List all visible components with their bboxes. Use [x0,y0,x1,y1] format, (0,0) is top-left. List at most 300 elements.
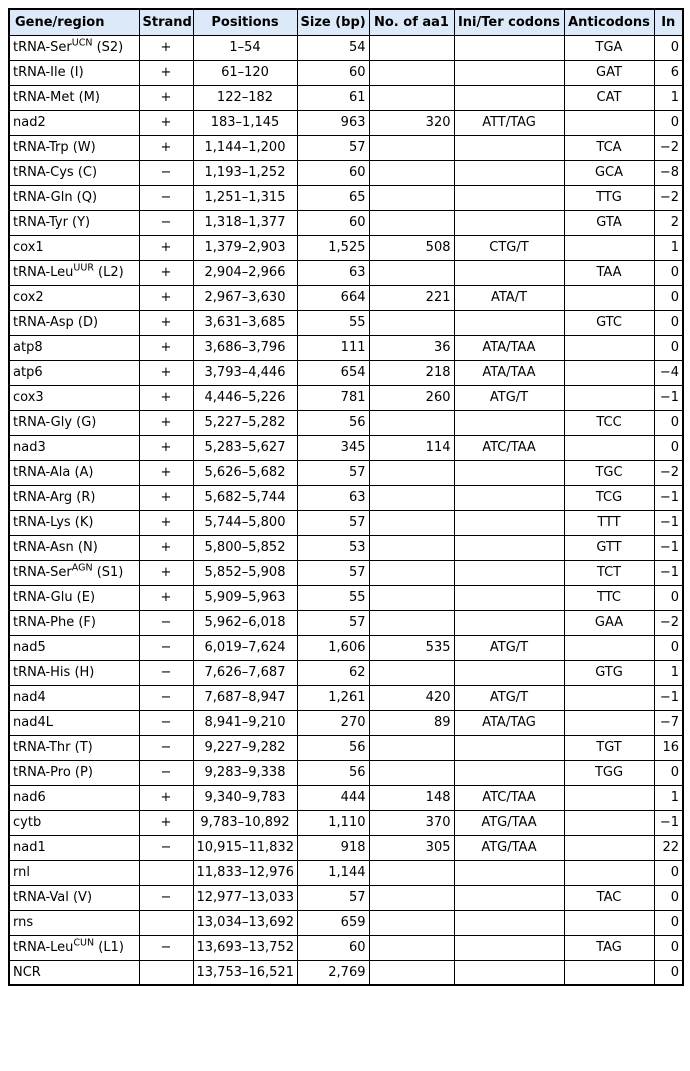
intergenic-cell: 2 [654,210,683,235]
aa-count-cell [369,185,454,210]
anticodon-cell [564,785,654,810]
ini-ter-codons-cell: ATG/TAA [454,810,564,835]
size-cell: 57 [297,610,369,635]
aa-count-cell: 148 [369,785,454,810]
aa-count-cell: 89 [369,710,454,735]
gene-cell: nad2 [9,110,139,135]
strand-cell: − [139,710,193,735]
strand-cell: + [139,110,193,135]
strand-cell: − [139,685,193,710]
intergenic-cell: −1 [654,385,683,410]
gene-cell: rnl [9,860,139,885]
intergenic-cell: 0 [654,285,683,310]
anticodon-cell [564,860,654,885]
aa-count-cell [369,510,454,535]
intergenic-cell: 1 [654,785,683,810]
ini-ter-codons-cell [454,910,564,935]
size-cell: 57 [297,135,369,160]
intergenic-cell: 0 [654,910,683,935]
gene-cell: tRNA-Leu$^{UUR}$ (L2) [9,260,139,285]
table-row [9,285,683,310]
gene-cell: tRNA-His (H) [9,660,139,685]
table-row [9,360,683,385]
positions-cell: 2,967–3,630 [193,285,297,310]
anticodon-cell [564,110,654,135]
anticodon-cell [564,685,654,710]
aa-count-cell: 221 [369,285,454,310]
ini-ter-codons-cell [454,585,564,610]
size-cell: 1,144 [297,860,369,885]
intergenic-cell: 1 [654,660,683,685]
intergenic-cell: 0 [654,310,683,335]
aa-count-cell: 218 [369,360,454,385]
intergenic-cell: 0 [654,760,683,785]
table-row [9,210,683,235]
gene-cell: tRNA-Cys (C) [9,160,139,185]
ini-ter-codons-cell [454,885,564,910]
table-row [9,810,683,835]
intergenic-cell: 0 [654,260,683,285]
anticodon-cell: TTG [564,185,654,210]
positions-cell: 5,852–5,908 [193,560,297,585]
aa-count-cell [369,260,454,285]
positions-cell: 13,693–13,752 [193,935,297,960]
table-row [9,635,683,660]
column-header-positions: Positions [193,9,297,35]
ini-ter-codons-cell [454,735,564,760]
gene-cell: nad5 [9,635,139,660]
table-row [9,60,683,85]
anticodon-cell [564,910,654,935]
ini-ter-codons-cell: ATC/TAA [454,785,564,810]
anticodon-cell: TCC [564,410,654,435]
anticodon-cell: TAA [564,260,654,285]
intergenic-cell: 0 [654,110,683,135]
table-row [9,335,683,360]
anticodon-cell: TGC [564,460,654,485]
gene-cell: nad4 [9,685,139,710]
size-cell: 963 [297,110,369,135]
anticodon-cell [564,435,654,460]
positions-cell: 5,283–5,627 [193,435,297,460]
size-cell: 654 [297,360,369,385]
strand-cell: + [139,485,193,510]
column-header-no-of-aa: No. of aa1 [369,9,454,35]
intergenic-cell: −7 [654,710,683,735]
ini-ter-codons-cell: ATA/TAA [454,360,564,385]
aa-count-cell [369,460,454,485]
positions-cell: 5,626–5,682 [193,460,297,485]
strand-cell: + [139,335,193,360]
ini-ter-codons-cell [454,410,564,435]
anticodon-cell: CAT [564,85,654,110]
size-cell: 56 [297,760,369,785]
column-header-gene-region: Gene/region [9,9,139,35]
gene-superscript: UCN [71,37,93,49]
positions-cell: 4,446–5,226 [193,385,297,410]
table-row [9,785,683,810]
gene-cell: tRNA-Ala (A) [9,460,139,485]
ini-ter-codons-cell: CTG/T [454,235,564,260]
table-row [9,460,683,485]
size-cell: 444 [297,785,369,810]
aa-count-cell [369,660,454,685]
gene-cell: nad1 [9,835,139,860]
anticodon-cell [564,835,654,860]
strand-cell: + [139,460,193,485]
gene-cell: tRNA-Trp (W) [9,135,139,160]
intergenic-cell: 0 [654,635,683,660]
positions-cell: 183–1,145 [193,110,297,135]
gene-cell: rns [9,910,139,935]
ini-ter-codons-cell [454,535,564,560]
table-row [9,710,683,735]
anticodon-cell [564,335,654,360]
aa-count-cell [369,210,454,235]
size-cell: 57 [297,460,369,485]
anticodon-cell: GTT [564,535,654,560]
size-cell: 60 [297,60,369,85]
gene-cell: tRNA-Gln (Q) [9,185,139,210]
positions-cell: 9,227–9,282 [193,735,297,760]
anticodon-cell: TAC [564,885,654,910]
anticodon-cell [564,810,654,835]
strand-cell: + [139,410,193,435]
size-cell: 62 [297,660,369,685]
size-cell: 918 [297,835,369,860]
positions-cell: 3,631–3,685 [193,310,297,335]
positions-cell: 1–54 [193,35,297,60]
aa-count-cell: 508 [369,235,454,260]
table-row [9,935,683,960]
size-cell: 2,769 [297,960,369,985]
anticodon-cell: TGG [564,760,654,785]
strand-cell [139,860,193,885]
aa-count-cell [369,310,454,335]
aa-count-cell [369,160,454,185]
anticodon-cell: TCG [564,485,654,510]
aa-count-cell [369,135,454,160]
strand-cell: + [139,60,193,85]
positions-cell: 122–182 [193,85,297,110]
positions-cell: 1,318–1,377 [193,210,297,235]
aa-count-cell [369,860,454,885]
gene-cell: atp6 [9,360,139,385]
size-cell: 1,606 [297,635,369,660]
size-cell: 1,261 [297,685,369,710]
table-row [9,310,683,335]
ini-ter-codons-cell [454,85,564,110]
aa-count-cell [369,485,454,510]
positions-cell: 1,379–2,903 [193,235,297,260]
size-cell: 345 [297,435,369,460]
intergenic-cell: −1 [654,560,683,585]
aa-count-cell [369,910,454,935]
positions-cell: 6,019–7,624 [193,635,297,660]
ini-ter-codons-cell: ATA/TAA [454,335,564,360]
aa-count-cell [369,535,454,560]
positions-cell: 1,251–1,315 [193,185,297,210]
intergenic-cell: −2 [654,135,683,160]
size-cell: 55 [297,310,369,335]
strand-cell: + [139,235,193,260]
gene-superscript: UUR [73,262,94,274]
intergenic-cell: −1 [654,485,683,510]
strand-cell: + [139,260,193,285]
gene-cell: cox2 [9,285,139,310]
size-cell: 65 [297,185,369,210]
anticodon-cell [564,285,654,310]
ini-ter-codons-cell [454,310,564,335]
intergenic-cell: 0 [654,35,683,60]
intergenic-cell: −2 [654,460,683,485]
size-cell: 1,110 [297,810,369,835]
aa-count-cell: 36 [369,335,454,360]
aa-count-cell [369,760,454,785]
intergenic-cell: 1 [654,235,683,260]
table-row [9,585,683,610]
gene-cell: tRNA-Lys (K) [9,510,139,535]
intergenic-cell: −2 [654,610,683,635]
positions-cell: 13,034–13,692 [193,910,297,935]
positions-cell: 5,962–6,018 [193,610,297,635]
size-cell: 56 [297,410,369,435]
table-row [9,410,683,435]
ini-ter-codons-cell [454,160,564,185]
gene-organization-table [8,8,684,986]
positions-cell: 12,977–13,033 [193,885,297,910]
table-row [9,385,683,410]
gene-cell: cox3 [9,385,139,410]
table-row [9,910,683,935]
strand-cell: + [139,785,193,810]
gene-cell: tRNA-Thr (T) [9,735,139,760]
ini-ter-codons-cell [454,560,564,585]
anticodon-cell: TCT [564,560,654,585]
aa-count-cell [369,410,454,435]
aa-count-cell [369,610,454,635]
anticodon-cell: TCA [564,135,654,160]
ini-ter-codons-cell [454,935,564,960]
positions-cell: 5,909–5,963 [193,585,297,610]
strand-cell: + [139,585,193,610]
intergenic-cell: −8 [654,160,683,185]
strand-cell: + [139,810,193,835]
table-row [9,510,683,535]
intergenic-cell: 0 [654,885,683,910]
positions-cell: 9,783–10,892 [193,810,297,835]
positions-cell: 11,833–12,976 [193,860,297,885]
header-row [9,9,683,35]
ini-ter-codons-cell [454,960,564,985]
strand-cell: + [139,560,193,585]
ini-ter-codons-cell [454,60,564,85]
table-row [9,610,683,635]
aa-count-cell: 260 [369,385,454,410]
table-row [9,235,683,260]
strand-cell: − [139,935,193,960]
anticodon-cell: TGA [564,35,654,60]
size-cell: 60 [297,210,369,235]
gene-cell: tRNA-Asn (N) [9,535,139,560]
ini-ter-codons-cell: ATC/TAA [454,435,564,460]
table-row [9,860,683,885]
positions-cell: 3,686–3,796 [193,335,297,360]
size-cell: 55 [297,585,369,610]
gene-cell: tRNA-Ile (I) [9,60,139,85]
size-cell: 60 [297,160,369,185]
aa-count-cell [369,35,454,60]
intergenic-cell: −1 [654,510,683,535]
ini-ter-codons-cell: ATA/TAG [454,710,564,735]
ini-ter-codons-cell: ATA/T [454,285,564,310]
aa-count-cell: 535 [369,635,454,660]
positions-cell: 5,682–5,744 [193,485,297,510]
gene-cell: tRNA-Gly (G) [9,410,139,435]
positions-cell: 8,941–9,210 [193,710,297,735]
intergenic-cell: 16 [654,735,683,760]
intergenic-cell: −1 [654,685,683,710]
strand-cell: − [139,635,193,660]
gene-superscript: CUN [73,937,95,949]
table-row [9,560,683,585]
gene-cell: tRNA-Ser$^{AGN}$ (S1) [9,560,139,585]
size-cell: 57 [297,885,369,910]
size-cell: 270 [297,710,369,735]
size-cell: 781 [297,385,369,410]
intergenic-cell: 0 [654,960,683,985]
ini-ter-codons-cell: ATG/T [454,385,564,410]
gene-cell: tRNA-Ser$^{UCN}$ (S2) [9,35,139,60]
aa-count-cell [369,935,454,960]
aa-count-cell [369,560,454,585]
anticodon-cell [564,235,654,260]
table-row [9,185,683,210]
strand-cell: − [139,760,193,785]
strand-cell: + [139,285,193,310]
size-cell: 659 [297,910,369,935]
size-cell: 664 [297,285,369,310]
intergenic-cell: 0 [654,435,683,460]
gene-cell: nad6 [9,785,139,810]
positions-cell: 1,193–1,252 [193,160,297,185]
strand-cell: + [139,435,193,460]
table-row [9,835,683,860]
intergenic-cell: 6 [654,60,683,85]
size-cell: 57 [297,510,369,535]
anticodon-cell: GTA [564,210,654,235]
anticodon-cell: TTC [564,585,654,610]
anticodon-cell: GCA [564,160,654,185]
table-row [9,760,683,785]
strand-cell: + [139,510,193,535]
intergenic-cell: −2 [654,185,683,210]
column-header-anticodons: Anticodons [564,9,654,35]
gene-cell: tRNA-Pro (P) [9,760,139,785]
size-cell: 53 [297,535,369,560]
anticodon-cell: GTC [564,310,654,335]
intergenic-cell: 0 [654,585,683,610]
table-row [9,535,683,560]
size-cell: 61 [297,85,369,110]
aa-count-cell: 370 [369,810,454,835]
anticodon-cell: GAT [564,60,654,85]
size-cell: 63 [297,260,369,285]
anticodon-cell [564,960,654,985]
ini-ter-codons-cell [454,760,564,785]
aa-count-cell [369,85,454,110]
positions-cell: 1,144–1,200 [193,135,297,160]
gene-cell: tRNA-Glu (E) [9,585,139,610]
strand-cell: + [139,535,193,560]
table-row [9,685,683,710]
positions-cell: 2,904–2,966 [193,260,297,285]
column-header-in: In [654,9,683,35]
ini-ter-codons-cell: ATG/T [454,685,564,710]
anticodon-cell: TTT [564,510,654,535]
table-row [9,885,683,910]
size-cell: 1,525 [297,235,369,260]
aa-count-cell [369,960,454,985]
positions-cell: 5,744–5,800 [193,510,297,535]
positions-cell: 5,227–5,282 [193,410,297,435]
column-header-size-bp: Size (bp) [297,9,369,35]
gene-cell: cox1 [9,235,139,260]
positions-cell: 13,753–16,521 [193,960,297,985]
intergenic-cell: 22 [654,835,683,860]
gene-cell: tRNA-Val (V) [9,885,139,910]
table-row [9,160,683,185]
intergenic-cell: 0 [654,860,683,885]
strand-cell [139,910,193,935]
strand-cell: − [139,660,193,685]
intergenic-cell: 0 [654,935,683,960]
gene-cell: atp8 [9,335,139,360]
table-row [9,735,683,760]
anticodon-cell [564,635,654,660]
gene-cell: nad4L [9,710,139,735]
intergenic-cell: −4 [654,360,683,385]
gene-cell: NCR [9,960,139,985]
anticodon-cell: GTG [564,660,654,685]
gene-cell: tRNA-Phe (F) [9,610,139,635]
size-cell: 57 [297,560,369,585]
strand-cell [139,960,193,985]
positions-cell: 61–120 [193,60,297,85]
table-row [9,135,683,160]
gene-cell: tRNA-Tyr (Y) [9,210,139,235]
aa-count-cell [369,585,454,610]
ini-ter-codons-cell [454,35,564,60]
positions-cell: 5,800–5,852 [193,535,297,560]
ini-ter-codons-cell [454,485,564,510]
gene-cell: tRNA-Leu$^{CUN}$ (L1) [9,935,139,960]
aa-count-cell [369,735,454,760]
strand-cell: − [139,610,193,635]
ini-ter-codons-cell [454,260,564,285]
size-cell: 111 [297,335,369,360]
strand-cell: + [139,85,193,110]
strand-cell: − [139,885,193,910]
table-row [9,110,683,135]
aa-count-cell [369,885,454,910]
gene-cell: cytb [9,810,139,835]
table-row [9,35,683,60]
aa-count-cell [369,60,454,85]
table-header [9,9,683,35]
anticodon-cell [564,360,654,385]
gene-cell: tRNA-Met (M) [9,85,139,110]
